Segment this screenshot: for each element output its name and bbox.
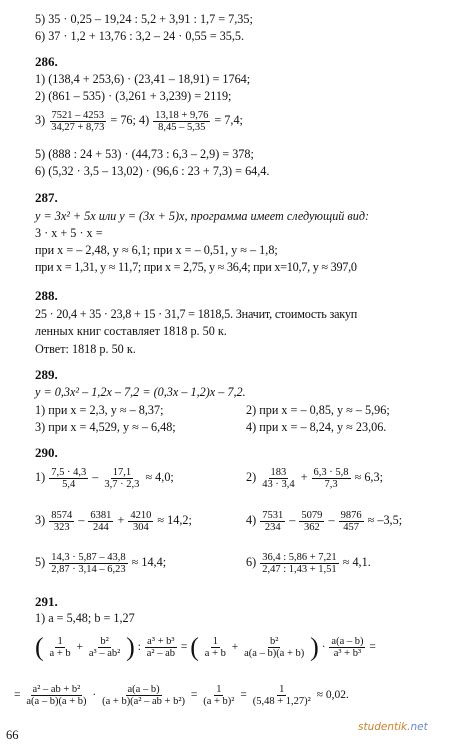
denominator: 234 <box>264 521 281 533</box>
fraction <box>48 636 73 659</box>
denominator: a³ – ab² <box>88 647 121 659</box>
denominator: 304 <box>132 521 149 533</box>
denominator: 244 <box>93 521 109 533</box>
denominator: 362 <box>304 521 320 533</box>
page-number: 66 <box>6 728 19 742</box>
denominator: a(a – b)(a + b) <box>26 695 87 707</box>
paren: ) <box>310 632 319 662</box>
denominator: (5,48 + 1,27)² <box>252 695 311 707</box>
paren: ( <box>35 632 44 662</box>
line: 2) при x = – 0,85, y ≈ – 5,96; <box>246 403 390 417</box>
line: 1) (138,4 + 253,6) · (23,41 – 18,91) = 1764; <box>35 72 251 86</box>
item-5 <box>35 547 166 577</box>
line: 1) a = 5,48; b = 1,27 <box>35 611 135 625</box>
fraction <box>203 636 228 659</box>
denominator: a(a – b)(a + b) <box>244 647 305 659</box>
fraction <box>242 636 306 659</box>
operator: + <box>231 641 239 653</box>
numerator: 6,3 · 5,8 <box>313 466 349 478</box>
line: y = 0,3x² – 1,2x – 7,2 = (0,3x – 1,2)x – 7,2. <box>35 385 246 399</box>
watermark-logo <box>358 721 428 733</box>
line: 2) (861 – 535) · (3,261 + 3,239) = 2119; <box>35 89 232 103</box>
fraction <box>100 684 187 707</box>
result: ≈ 14,4; <box>131 555 167 569</box>
item-1 <box>35 462 174 492</box>
fraction <box>153 110 210 133</box>
line: 1) при x = 2,3, y ≈ – 8,37; <box>35 403 164 417</box>
line: Ответ: 1818 р. 50 к. <box>35 342 136 356</box>
fraction <box>49 552 127 575</box>
numerator: 1 <box>279 683 285 695</box>
label: 3) <box>35 513 46 527</box>
operator: – <box>78 513 85 527</box>
problem-number: 287. <box>35 190 58 205</box>
operator: = <box>180 641 188 653</box>
problem-number: 286. <box>35 54 58 69</box>
fraction <box>260 552 338 575</box>
line: 25 · 20,4 + 35 · 23,8 + 15 · 31,7 = 1818,5. Значит, стоимость закуп <box>35 307 358 321</box>
operator: = <box>14 689 21 701</box>
watermark-text: studentik <box>358 721 408 733</box>
line: 5) 35 · 0,25 – 19,24 : 5,2 + 3,91 : 1,7 = 7,35; <box>35 12 253 26</box>
operator: – <box>92 470 99 484</box>
label: 4) <box>246 513 257 527</box>
denominator: a + b <box>204 647 226 659</box>
item-3 <box>35 505 192 535</box>
numerator: 13,18 + 9,76 <box>155 109 209 121</box>
operator: – <box>328 513 335 527</box>
line: y = 3x² + 5x или y = (3x + 5)x, программа имеет следующий вид: <box>35 209 370 223</box>
fraction <box>49 510 74 533</box>
denominator: 5,4 <box>62 478 76 490</box>
problem-number: 288. <box>35 288 58 303</box>
line: при x = – 2,48, y ≈ 6,1; при x = – 0,51, y ≈ – 1,8; <box>35 243 278 257</box>
label: 4) <box>138 113 150 127</box>
numerator: 14,3 · 5,87 – 43,8 <box>51 551 126 563</box>
numerator: 1 <box>57 635 63 647</box>
result: ≈ 0,02. <box>316 689 349 701</box>
denominator: a + b <box>49 647 71 659</box>
denominator: 2,47 : 1,43 + 1,51 <box>262 563 337 575</box>
operator: + <box>117 513 125 527</box>
fraction <box>49 110 106 133</box>
label: 5) <box>35 555 46 569</box>
operator: – <box>289 513 296 527</box>
fraction <box>201 684 236 707</box>
result: = 76; <box>110 113 136 127</box>
result: ≈ 4,1. <box>342 555 371 569</box>
denominator: 7,3 <box>324 478 338 490</box>
fraction <box>145 636 177 659</box>
numerator: a² – ab + b² <box>32 683 81 695</box>
denominator: 34,27 + 8,73 <box>51 121 105 133</box>
label: 3) <box>35 113 46 127</box>
expression-1 <box>35 630 376 664</box>
label: 6) <box>246 555 257 569</box>
line: 5) (888 : 24 + 53) · (44,73 : 6,3 – 2,9) = 378; <box>35 147 254 161</box>
fraction <box>49 467 88 490</box>
paren: ) <box>126 632 135 662</box>
operator: · <box>321 641 326 653</box>
result: ≈ –3,5; <box>367 513 403 527</box>
operator: + <box>300 470 308 484</box>
result: ≈ 14,2; <box>157 513 192 527</box>
operator: · <box>92 689 97 701</box>
operator: = <box>190 689 198 701</box>
fraction <box>102 467 141 490</box>
problem-number: 291. <box>35 594 58 609</box>
fraction <box>260 510 285 533</box>
operator: = <box>369 641 376 653</box>
denominator: 2,87 · 3,14 – 6,23 <box>51 563 126 575</box>
fraction <box>312 467 351 490</box>
denominator: (a + b)(a² – ab + b²) <box>102 695 185 707</box>
line: 6) 37 · 1,2 + 13,76 : 3,2 – 24 · 0,55 = 35,5. <box>35 29 245 43</box>
operator: = <box>240 689 247 701</box>
numerator: 1 <box>216 683 222 695</box>
numerator: 6381 <box>90 509 112 521</box>
numerator: b² <box>269 635 279 647</box>
numerator: a³ + b³ <box>147 635 175 647</box>
numerator: 1 <box>212 635 218 647</box>
numerator: 36,4 : 5,86 + 7,21 <box>262 551 337 563</box>
denominator: 457 <box>343 521 359 533</box>
numerator: a(a – b) <box>331 635 364 647</box>
label: 2) <box>246 470 257 484</box>
numerator: 5079 <box>301 509 323 521</box>
denominator: 8,45 – 5,35 <box>158 121 206 133</box>
fraction <box>24 684 88 707</box>
line: 4) при x = – 8,24, y ≈ 23,06. <box>246 420 387 434</box>
problem-number: 289. <box>35 367 58 382</box>
numerator: 8574 <box>51 509 73 521</box>
denominator: 3,7 · 2,3 <box>104 478 140 490</box>
result: = 7,4; <box>214 113 243 127</box>
numerator: 7531 <box>262 509 284 521</box>
operator: + <box>76 641 84 653</box>
fraction <box>88 510 113 533</box>
numerator: b² <box>100 635 109 647</box>
fraction-line <box>35 105 243 135</box>
numerator: a(a – b) <box>127 683 160 695</box>
paren: ( <box>190 632 199 662</box>
expression-2 <box>14 678 349 712</box>
fraction <box>251 684 313 707</box>
fraction <box>299 510 324 533</box>
numerator: 7521 – 4253 <box>51 109 105 121</box>
numerator: 9876 <box>340 509 362 521</box>
denominator: (a + b)² <box>203 695 235 707</box>
line: 6) (5,32 · 3,5 – 13,02) · (96,6 : 23 + 7,3) = 64,4. <box>35 164 270 178</box>
numerator: 17,1 <box>112 466 132 478</box>
fraction <box>128 510 153 533</box>
watermark-suffix: .net <box>407 721 428 733</box>
denominator: a² – ab <box>146 647 175 659</box>
item-2 <box>246 462 383 492</box>
line: 3 · x + 5 · x = <box>35 226 103 240</box>
numerator: 183 <box>270 466 287 478</box>
operator: : <box>137 641 141 653</box>
fraction <box>87 636 122 659</box>
line: при x = 1,31, y ≈ 11,7; при x = 2,75, y ≈ 36,4; при x=10,7, y ≈ 397,0 <box>35 260 357 274</box>
fraction <box>329 636 365 659</box>
line: 3) при x = 4,529, y ≈ – 6,48; <box>35 420 176 434</box>
denominator: 323 <box>53 521 70 533</box>
item-6 <box>246 547 371 577</box>
result: ≈ 4,0; <box>145 470 174 484</box>
fraction <box>260 467 296 490</box>
line: ленных книг составляет 1818 р. 50 к. <box>35 324 227 338</box>
numerator: 4210 <box>130 509 152 521</box>
result: ≈ 6,3; <box>354 470 383 484</box>
item-4 <box>246 505 402 535</box>
label: 1) <box>35 470 46 484</box>
fraction <box>339 510 364 533</box>
problem-number: 290. <box>35 445 58 460</box>
numerator: 7,5 · 4,3 <box>51 466 87 478</box>
denominator: 43 · 3,4 <box>262 478 295 490</box>
denominator: a³ + b³ <box>333 647 362 659</box>
